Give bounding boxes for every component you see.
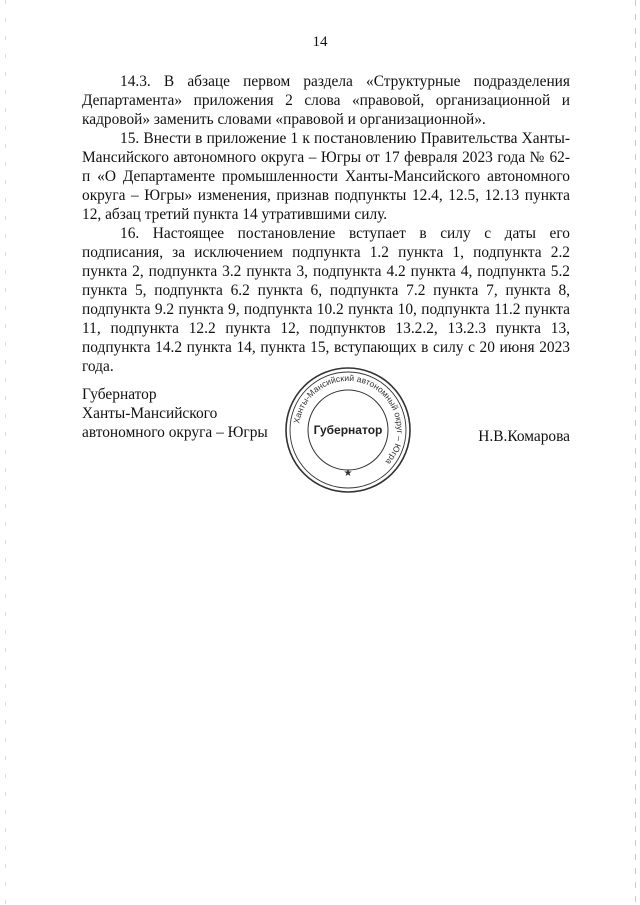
page-number: 14 [312, 34, 328, 50]
seal-star-icon: ★ [343, 468, 353, 479]
scan-edge-right [635, 0, 636, 905]
paragraph-15: 15. Внести в приложение 1 к постановлению Правительства Ханты-Мансийского автономного округа – Югры от 17 февраля 2023 года № 62-п «О Департаменте промышленности Ханты-Мансийского автономного округа – Югры» изменения, признав подпункты 12.4, 12.5, 12.13 пункта 12, абзац третий пункта 14 утратившими силу. [82, 130, 570, 223]
signer-title-line: Губернатор [82, 386, 157, 403]
seal-ring-text: Ханты-Мансийский автономный округ – Югра [291, 372, 406, 467]
signer-title-line: автономного округа – Югры [82, 424, 268, 441]
paragraph-16: 16. Настоящее постановление вступает в силу с даты его подписания, за исключением подпункта 1.2 пункта 1, подпункта 2.2 пункта 2, подпункта 3.2 пункта 3, подпункта 4.2 пункта 4, подпункта 5.2 пункта 5, подпункта 6.2 пункта 6, подпункта 7.2 пункта 7, пункта 8, подпункта 9.2 пункта 9, подпункта 10.2 пункта 10, подпункта 11.2 пункта 11, подпункта 12.2 пункта 12, подпунктов 13.2.2, 13.2.3 пункта 13, подпункта 14.2 пункта 14, пункта 15, вступающих в силу с 20 июня 2023 года. [82, 225, 570, 375]
governor-seal [283, 365, 413, 495]
scan-edge-left [5, 0, 6, 905]
signer-title-line: Ханты-Мансийского [82, 405, 218, 422]
paragraph-14-3: 14.3. В абзаце первом раздела «Структурные подразделения Департамента» приложения 2 слова «правовой, организационной и кадровой» заменить словами «правовой и организационной». [82, 73, 570, 128]
seal-center-label: Губернатор [313, 423, 383, 437]
signer-name: Н.В.Комарова [478, 428, 570, 445]
document-body [82, 72, 570, 376]
signer-title [82, 385, 268, 442]
